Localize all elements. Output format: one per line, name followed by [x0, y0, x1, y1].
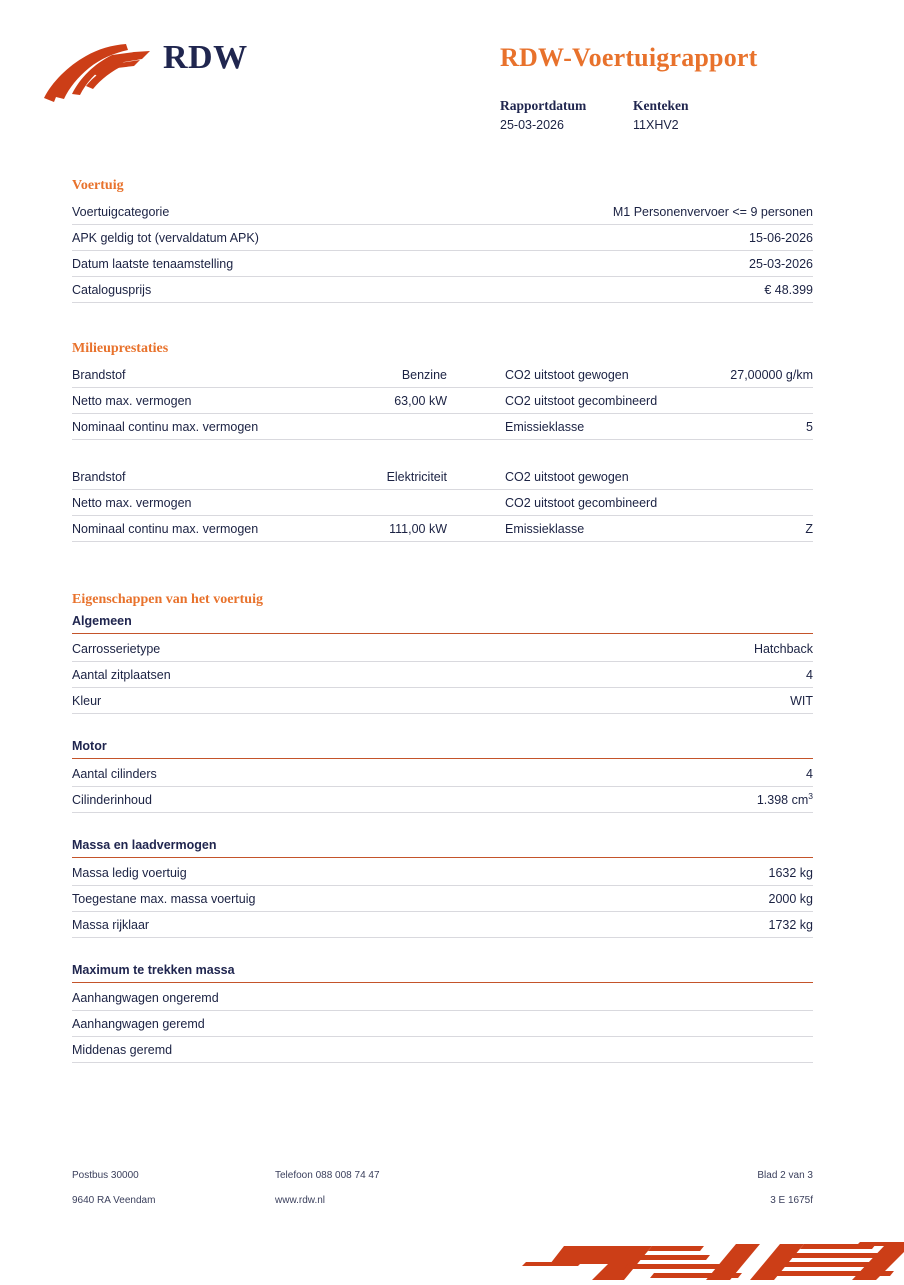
row-key: Aantal cilinders [72, 761, 443, 787]
spacer [72, 714, 813, 738]
report-date-value: 25-03-2026 [500, 118, 564, 132]
table-row [72, 761, 813, 787]
table-row [72, 662, 813, 688]
row-key-left: Nominaal continu max. vermogen [72, 414, 317, 440]
row-key: Voertuigcategorie [72, 199, 443, 225]
row-value-left: 111,00 kW [317, 516, 447, 542]
row-key-left: Netto max. vermogen [72, 388, 317, 414]
row-key-right: CO2 uitstoot gewogen [447, 464, 715, 490]
row-value: Hatchback [443, 636, 814, 662]
footer-page-number: Blad 2 van 3 [757, 1170, 813, 1181]
row-value-right [715, 388, 813, 414]
properties-table [72, 985, 813, 1063]
properties-table [72, 860, 813, 938]
footer-row-1 [72, 1170, 813, 1195]
row-key-left: Brandstof [72, 362, 317, 388]
table-row [72, 1011, 813, 1037]
table-row [72, 225, 813, 251]
row-value-left [317, 490, 447, 516]
rdw-speed-stripes-icon [504, 1222, 904, 1280]
license-plate-value: 11XHV2 [633, 118, 679, 132]
document-header [0, 0, 904, 150]
row-value-right [715, 464, 813, 490]
table-row [72, 199, 813, 225]
row-key: Middenas geremd [72, 1037, 443, 1063]
row-key: APK geldig tot (vervaldatum APK) [72, 225, 443, 251]
subsection-title: Massa en laadvermogen [72, 837, 813, 858]
row-value: 1732 kg [443, 912, 814, 938]
table-row [72, 414, 813, 440]
row-value-left: 63,00 kW [317, 388, 447, 414]
row-value: 1632 kg [443, 860, 814, 886]
footer-row-2 [72, 1195, 813, 1220]
row-value [443, 1011, 814, 1037]
table-row [72, 516, 813, 542]
row-value: 4 [443, 761, 814, 787]
footer-website[interactable]: www.rdw.nl [275, 1195, 326, 1206]
row-key-right: CO2 uitstoot gecombineerd [447, 490, 715, 516]
vehicle-table [72, 199, 813, 303]
license-plate-block [633, 96, 689, 135]
row-key: Kleur [72, 688, 443, 714]
spacer [72, 938, 813, 962]
row-key: Cilinderinhoud [72, 787, 443, 813]
row-value: € 48.399 [443, 277, 814, 303]
row-key: Catalogusprijs [72, 277, 443, 303]
subsection-title: Motor [72, 738, 813, 759]
row-key-right: CO2 uitstoot gewogen [447, 362, 715, 388]
footer-postbus: Postbus 30000 [72, 1170, 139, 1181]
rdw-flame-icon [42, 42, 154, 104]
rdw-wordmark: RDW [163, 39, 248, 76]
row-value: WIT [443, 688, 814, 714]
properties-table [72, 761, 813, 813]
subsection-title: Maximum te trekken massa [72, 962, 813, 983]
document-footer [72, 1170, 813, 1220]
row-value-left: Elektriciteit [317, 464, 447, 490]
table-row [72, 1037, 813, 1063]
footer-phone: Telefoon 088 008 74 47 [275, 1170, 380, 1181]
row-value-left: Benzine [317, 362, 447, 388]
row-value-right [715, 490, 813, 516]
row-value: 15-06-2026 [443, 225, 814, 251]
report-date-label: Rapportdatum [500, 98, 587, 113]
license-plate-label: Kenteken [633, 98, 689, 113]
row-value: 4 [443, 662, 814, 688]
table-row [72, 464, 813, 490]
report-date-block [500, 96, 633, 135]
table-row [72, 985, 813, 1011]
section-title-properties: Eigenschappen van het voertuig [72, 592, 263, 607]
row-key: Carrosserietype [72, 636, 443, 662]
row-key-left: Nominaal continu max. vermogen [72, 516, 317, 542]
section-title-vehicle: Voertuig [72, 178, 124, 193]
row-value-right: 27,00000 g/km [715, 362, 813, 388]
table-row [72, 787, 813, 813]
row-key: Aanhangwagen ongeremd [72, 985, 443, 1011]
footer-city: 9640 RA Veendam [72, 1195, 156, 1206]
row-key-right: Emissieklasse [447, 414, 715, 440]
subsection-title: Algemeen [72, 613, 813, 634]
row-key-right: Emissieklasse [447, 516, 715, 542]
row-key: Aantal zitplaatsen [72, 662, 443, 688]
row-value-left [317, 414, 447, 440]
table-row [72, 636, 813, 662]
row-value: M1 Personenvervoer <= 9 personen [443, 199, 814, 225]
row-key: Datum laatste tenaamstelling [72, 251, 443, 277]
row-value-right: Z [715, 516, 813, 542]
table-row [72, 277, 813, 303]
table-row [72, 860, 813, 886]
table-row [72, 362, 813, 388]
row-key: Massa ledig voertuig [72, 860, 443, 886]
row-key-left: Netto max. vermogen [72, 490, 317, 516]
spacer [72, 813, 813, 837]
row-value: 25-03-2026 [443, 251, 814, 277]
row-value-right: 5 [715, 414, 813, 440]
section-title-environment: Milieuprestaties [72, 341, 169, 356]
row-key-right: CO2 uitstoot gecombineerd [447, 388, 715, 414]
row-key: Massa rijklaar [72, 912, 443, 938]
document-body [72, 178, 813, 1063]
row-key: Aanhangwagen geremd [72, 1011, 443, 1037]
row-value: 2000 kg [443, 886, 814, 912]
table-row [72, 886, 813, 912]
row-value [443, 1037, 814, 1063]
environment-table-1 [72, 362, 813, 440]
table-row [72, 912, 813, 938]
page-title: RDW-Voertuigrapport [500, 43, 758, 72]
properties-table [72, 636, 813, 714]
table-row [72, 388, 813, 414]
row-key: Toegestane max. massa voertuig [72, 886, 443, 912]
footer-doc-code: 3 E 1675f [770, 1195, 813, 1206]
table-row [72, 490, 813, 516]
report-meta [500, 96, 830, 135]
row-value: 1.398 $cm^3$ [443, 787, 814, 813]
table-row [72, 688, 813, 714]
row-key-left: Brandstof [72, 464, 317, 490]
row-value [443, 985, 814, 1011]
table-row [72, 251, 813, 277]
environment-table-2 [72, 464, 813, 542]
